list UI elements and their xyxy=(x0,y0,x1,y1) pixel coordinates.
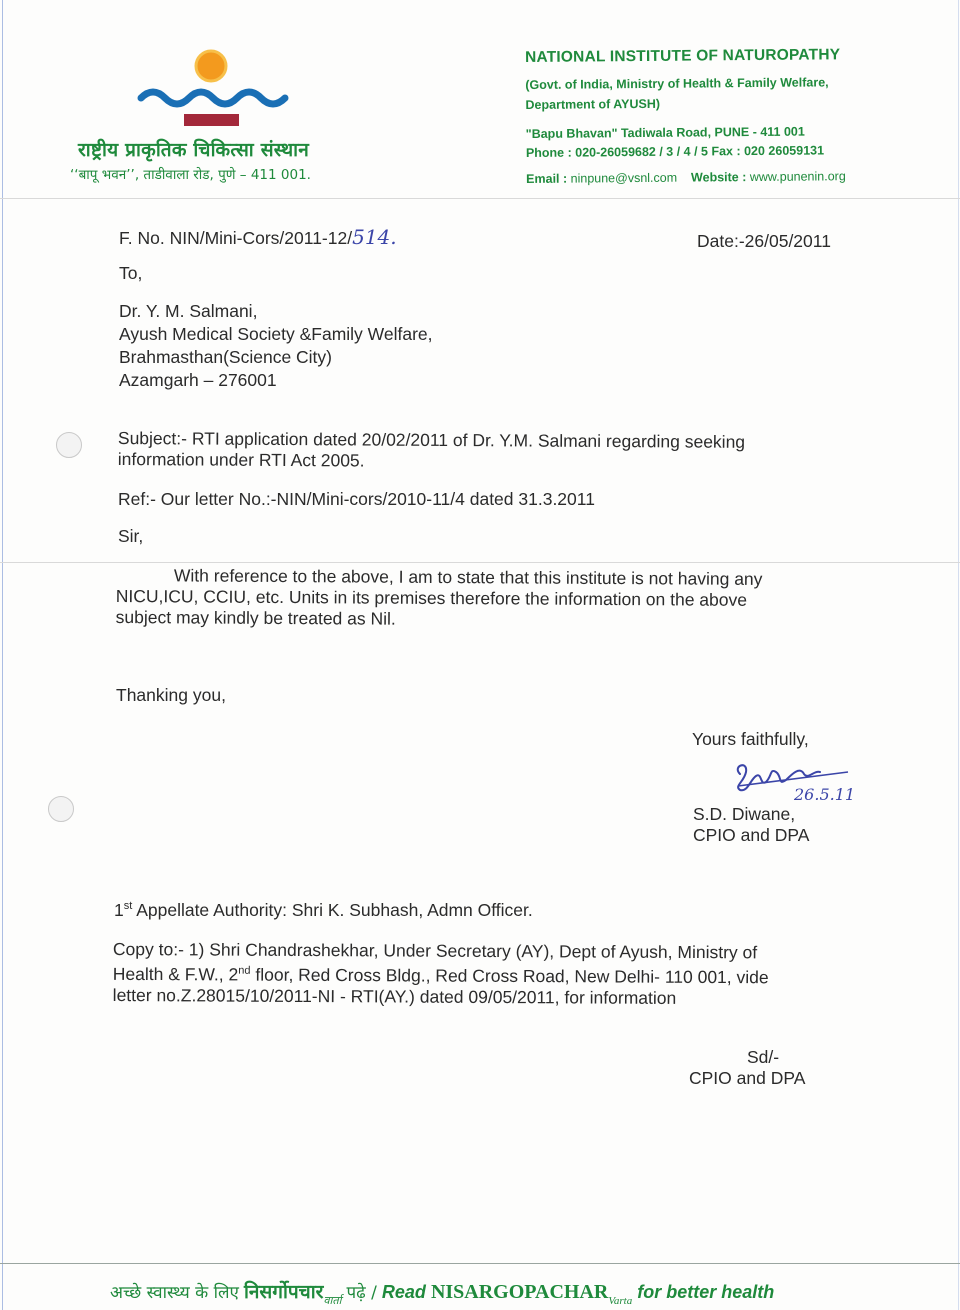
footer-divider xyxy=(0,1263,960,1264)
subject-line-2: information under RTI Act 2005. xyxy=(117,448,365,471)
footer-hindi-small: वार्ता xyxy=(323,1295,342,1307)
copy-to-block xyxy=(113,939,769,1009)
email-label: Email : xyxy=(526,171,568,186)
addressee-line-1: Dr. Y. M. Salmani, xyxy=(119,301,258,321)
govt-line-1: (Govt. of India, Ministry of Health & Family Welfare, xyxy=(525,75,829,92)
institute-details xyxy=(525,45,956,186)
scan-edge-left xyxy=(2,0,3,1310)
addressee-line-4: Azamgarh – 276001 xyxy=(119,370,277,390)
copy-line-1: Copy to:- 1) Shri Chandrashekhar, Under Secretary (AY), Dept of Ayush, Ministry of xyxy=(112,939,758,963)
institute-address: "Bapu Bhavan" Tadiwala Road, PUNE - 411 001 xyxy=(525,124,805,141)
letter-date: Date:-26/05/2011 xyxy=(697,231,831,251)
institute-address-hindi: ‘‘बापू भवन’’, ताडीवाला रोड, पुणे – 411 001. xyxy=(70,167,311,183)
copy-line-2 xyxy=(113,960,769,988)
copy-line-2-start: Health & F.W., 2 xyxy=(112,963,239,985)
addressee-block xyxy=(119,301,433,391)
addressee-line-3: Brahmasthan(Science City) xyxy=(119,347,332,367)
salutation: Sir, xyxy=(118,526,144,546)
signature-date: 26.5.11 xyxy=(794,785,856,804)
body-line-1: With reference to the above, I am to state that this institute is not having any xyxy=(173,565,763,589)
website-label: Website : xyxy=(690,170,747,185)
logo-bar xyxy=(184,114,239,126)
page-fold-middle xyxy=(0,562,960,563)
email-link[interactable]: ninpune@vsnl.com xyxy=(570,170,678,186)
file-number-handwritten: 514. xyxy=(352,225,397,249)
appellate-ordinal: st xyxy=(123,900,133,913)
institute-contact xyxy=(526,168,956,186)
website-link[interactable]: www.punenin.org xyxy=(749,169,846,185)
file-number xyxy=(119,225,397,249)
copy-line-2-end: floor, Red Cross Bldg., Red Cross Road, New Delhi- 110 001, vide xyxy=(250,964,769,988)
sun-icon xyxy=(196,51,226,81)
punch-hole-top xyxy=(56,432,82,458)
footer-nisargopachar: NISARGOPACHAR xyxy=(430,1281,609,1303)
page-fold-top xyxy=(0,198,960,199)
sd-block xyxy=(689,1047,805,1089)
institute-logo xyxy=(136,46,296,131)
footer-slogan xyxy=(110,1278,775,1307)
appellate-text: Appellate Authority: Shri K. Subhash, Admn Officer. xyxy=(132,900,533,920)
institute-name: NATIONAL INSTITUTE OF NATUROPATHY xyxy=(525,46,841,66)
signer-block xyxy=(693,804,809,846)
sd-mark: Sd/- xyxy=(747,1047,780,1067)
subject-line-1: Subject:- RTI application dated 20/02/2011 of Dr. Y.M. Salmani regarding seeking xyxy=(117,428,746,452)
addressee-line-2: Ayush Medical Society &Family Welfare, xyxy=(119,324,433,344)
institute-name-hindi: राष्ट्रीय प्राकृतिक चिकित्सा संस्थान xyxy=(78,139,310,161)
footer-read: Read xyxy=(381,1282,426,1302)
footer-better-health: for better health xyxy=(637,1282,775,1302)
file-number-text: F. No. NIN/Mini-Cors/2011-12/ xyxy=(119,228,353,248)
punch-hole-bottom xyxy=(48,796,74,822)
footer-varta: Varta xyxy=(608,1295,633,1307)
footer-hindi-1: अच्छे स्वास्थ्य के लिए xyxy=(110,1283,239,1303)
copy-line-3: letter no.Z.28015/10/2011-NI - RTI(AY.) dated 09/05/2011, for information xyxy=(112,984,677,1008)
to-label: To, xyxy=(119,263,143,283)
thanking-line: Thanking you, xyxy=(116,685,226,705)
body-line-3: subject may kindly be treated as Nil. xyxy=(115,606,396,629)
reference-line: Ref:- Our letter No.:-NIN/Mini-cors/2010-11/4 dated 31.3.2011 xyxy=(118,489,595,509)
signer-title: CPIO and DPA xyxy=(693,825,810,845)
subject-block xyxy=(118,428,745,474)
sd-title: CPIO and DPA xyxy=(689,1068,806,1088)
appellate-authority xyxy=(114,900,533,921)
footer-hindi-bold: निसर्गोपचार xyxy=(243,1281,324,1303)
appellate-number: 1 xyxy=(114,900,124,920)
signer-name: S.D. Diwane, xyxy=(693,804,796,824)
water-wave-icon xyxy=(141,92,285,104)
govt-line-2: Department of AYUSH) xyxy=(525,96,661,112)
scan-edge-right xyxy=(958,0,959,1310)
copy-line-2-ordinal: nd xyxy=(238,964,251,977)
institute-govt-affiliation xyxy=(525,71,955,115)
body-line-2: NICU,ICU, CCIU, etc. Units in its premises therefore the information on the above xyxy=(115,585,748,610)
footer-hindi-2: पढ़े / xyxy=(346,1283,377,1303)
closing-line: Yours faithfully, xyxy=(692,729,809,749)
institute-phone: Phone : 020-26059682 / 3 / 4 / 5 Fax : 020 26059131 xyxy=(525,143,825,160)
body-paragraph xyxy=(116,565,763,632)
signature xyxy=(730,756,860,806)
